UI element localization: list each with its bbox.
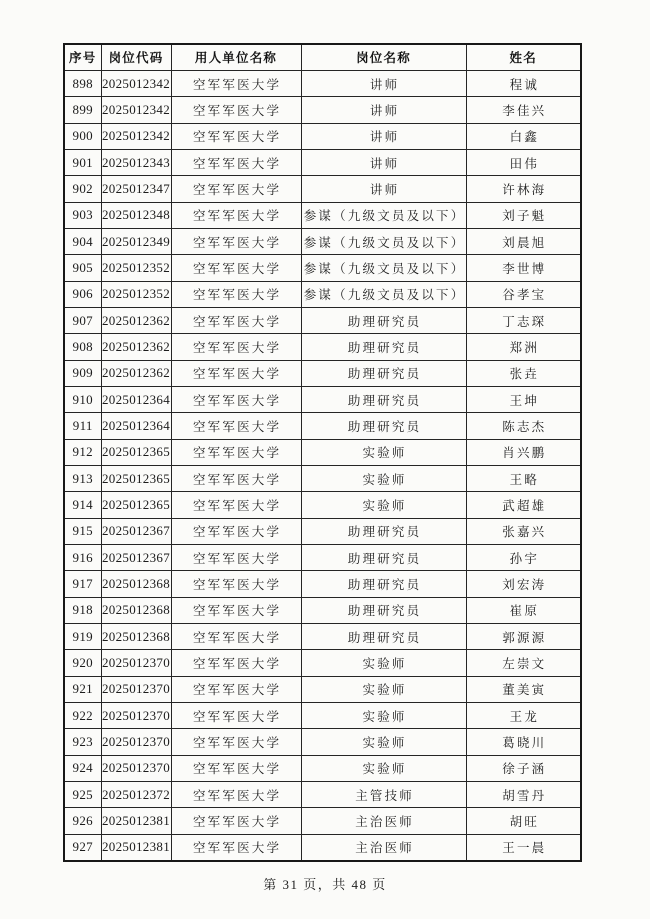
table-row	[64, 597, 581, 623]
cell-code: 2025012365	[101, 466, 171, 492]
page-indicator: 第 31 页，共 48 页	[263, 877, 387, 892]
cell-code: 2025012365	[101, 492, 171, 518]
cell-code: 2025012362	[101, 334, 171, 360]
cell-code: 2025012364	[101, 386, 171, 412]
cell-position: 参谋（九级文员及以下）	[301, 202, 466, 228]
cell-seq: 898	[64, 70, 101, 96]
cell-position: 讲师	[301, 123, 466, 149]
cell-name: 肖兴鹏	[466, 439, 581, 465]
table-row	[64, 123, 581, 149]
table-body	[64, 70, 581, 860]
cell-seq: 922	[64, 703, 101, 729]
cell-employer: 空军军医大学	[171, 386, 301, 412]
cell-code: 2025012343	[101, 149, 171, 175]
cell-name: 陈志杰	[466, 413, 581, 439]
cell-code: 2025012370	[101, 676, 171, 702]
cell-employer: 空军军医大学	[171, 676, 301, 702]
cell-position: 助理研究员	[301, 334, 466, 360]
table-row	[64, 571, 581, 597]
table-row	[64, 334, 581, 360]
table-row	[64, 492, 581, 518]
table-row	[64, 703, 581, 729]
cell-name: 谷孝宝	[466, 281, 581, 307]
cell-position: 实验师	[301, 676, 466, 702]
cell-code: 2025012370	[101, 729, 171, 755]
header-seq: 序号	[64, 44, 101, 70]
cell-employer: 空军军医大学	[171, 808, 301, 834]
cell-name: 田伟	[466, 149, 581, 175]
cell-seq: 901	[64, 149, 101, 175]
cell-employer: 空军军医大学	[171, 703, 301, 729]
cell-seq: 921	[64, 676, 101, 702]
cell-code: 2025012352	[101, 255, 171, 281]
cell-seq: 924	[64, 755, 101, 781]
cell-name: 左崇文	[466, 650, 581, 676]
cell-seq: 919	[64, 624, 101, 650]
table-row	[64, 228, 581, 254]
table-header-row	[64, 44, 581, 70]
cell-position: 参谋（九级文员及以下）	[301, 281, 466, 307]
cell-code: 2025012368	[101, 571, 171, 597]
cell-name: 刘子魁	[466, 202, 581, 228]
cell-code: 2025012368	[101, 624, 171, 650]
cell-code: 2025012367	[101, 545, 171, 571]
cell-employer: 空军军医大学	[171, 360, 301, 386]
cell-name: 张嘉兴	[466, 518, 581, 544]
cell-position: 主管技师	[301, 782, 466, 808]
header-position: 岗位名称	[301, 44, 466, 70]
cell-name: 徐子涵	[466, 755, 581, 781]
cell-code: 2025012342	[101, 123, 171, 149]
cell-name: 王龙	[466, 703, 581, 729]
positions-table	[63, 43, 582, 862]
table-row	[64, 729, 581, 755]
cell-position: 讲师	[301, 70, 466, 96]
cell-code: 2025012362	[101, 307, 171, 333]
cell-employer: 空军军医大学	[171, 176, 301, 202]
table-row	[64, 808, 581, 834]
table-row	[64, 255, 581, 281]
cell-position: 讲师	[301, 97, 466, 123]
cell-seq: 908	[64, 334, 101, 360]
cell-seq: 927	[64, 834, 101, 860]
cell-code: 2025012364	[101, 413, 171, 439]
cell-employer: 空军军医大学	[171, 149, 301, 175]
cell-name: 程诚	[466, 70, 581, 96]
table-row	[64, 281, 581, 307]
table-row	[64, 97, 581, 123]
table-row	[64, 413, 581, 439]
cell-name: 许林海	[466, 176, 581, 202]
cell-position: 主治医师	[301, 808, 466, 834]
cell-employer: 空军军医大学	[171, 729, 301, 755]
cell-code: 2025012348	[101, 202, 171, 228]
cell-employer: 空军军医大学	[171, 255, 301, 281]
cell-employer: 空军军医大学	[171, 782, 301, 808]
cell-code: 2025012370	[101, 650, 171, 676]
cell-name: 董美寅	[466, 676, 581, 702]
cell-employer: 空军军医大学	[171, 413, 301, 439]
cell-name: 胡雪丹	[466, 782, 581, 808]
cell-employer: 空军军医大学	[171, 571, 301, 597]
cell-code: 2025012381	[101, 834, 171, 860]
cell-seq: 903	[64, 202, 101, 228]
cell-employer: 空军军医大学	[171, 123, 301, 149]
cell-name: 王坤	[466, 386, 581, 412]
table-row	[64, 176, 581, 202]
cell-position: 实验师	[301, 755, 466, 781]
cell-seq: 906	[64, 281, 101, 307]
cell-name: 郑洲	[466, 334, 581, 360]
table-row	[64, 149, 581, 175]
cell-position: 助理研究员	[301, 571, 466, 597]
table-row	[64, 439, 581, 465]
cell-seq: 911	[64, 413, 101, 439]
cell-position: 参谋（九级文员及以下）	[301, 228, 466, 254]
cell-position: 讲师	[301, 176, 466, 202]
table-row	[64, 834, 581, 860]
cell-employer: 空军军医大学	[171, 492, 301, 518]
cell-employer: 空军军医大学	[171, 466, 301, 492]
cell-name: 王略	[466, 466, 581, 492]
cell-employer: 空军军医大学	[171, 97, 301, 123]
cell-name: 孙宇	[466, 545, 581, 571]
cell-seq: 926	[64, 808, 101, 834]
table-row	[64, 782, 581, 808]
cell-name: 丁志琛	[466, 307, 581, 333]
cell-seq: 909	[64, 360, 101, 386]
cell-seq: 899	[64, 97, 101, 123]
table-row	[64, 386, 581, 412]
cell-employer: 空军军医大学	[171, 624, 301, 650]
cell-position: 助理研究员	[301, 386, 466, 412]
cell-name: 胡旺	[466, 808, 581, 834]
cell-name: 李世博	[466, 255, 581, 281]
cell-employer: 空军军医大学	[171, 545, 301, 571]
cell-position: 助理研究员	[301, 307, 466, 333]
cell-name: 崔原	[466, 597, 581, 623]
table-row	[64, 360, 581, 386]
cell-seq: 925	[64, 782, 101, 808]
cell-seq: 914	[64, 492, 101, 518]
cell-position: 实验师	[301, 650, 466, 676]
cell-seq: 918	[64, 597, 101, 623]
cell-code: 2025012362	[101, 360, 171, 386]
cell-position: 助理研究员	[301, 624, 466, 650]
cell-employer: 空军军医大学	[171, 518, 301, 544]
cell-name: 张垚	[466, 360, 581, 386]
cell-position: 助理研究员	[301, 597, 466, 623]
cell-seq: 910	[64, 386, 101, 412]
cell-seq: 917	[64, 571, 101, 597]
header-employer: 用人单位名称	[171, 44, 301, 70]
cell-seq: 916	[64, 545, 101, 571]
table-row	[64, 307, 581, 333]
table-row	[64, 755, 581, 781]
table-row	[64, 624, 581, 650]
cell-code: 2025012368	[101, 597, 171, 623]
cell-seq: 913	[64, 466, 101, 492]
cell-position: 参谋（九级文员及以下）	[301, 255, 466, 281]
cell-code: 2025012342	[101, 70, 171, 96]
cell-seq: 902	[64, 176, 101, 202]
cell-code: 2025012370	[101, 755, 171, 781]
header-code: 岗位代码	[101, 44, 171, 70]
cell-position: 实验师	[301, 729, 466, 755]
cell-employer: 空军军医大学	[171, 202, 301, 228]
cell-employer: 空军军医大学	[171, 755, 301, 781]
cell-seq: 907	[64, 307, 101, 333]
cell-name: 武超雄	[466, 492, 581, 518]
table-row	[64, 676, 581, 702]
table-row	[64, 466, 581, 492]
cell-name: 刘晨旭	[466, 228, 581, 254]
cell-employer: 空军军医大学	[171, 834, 301, 860]
cell-position: 实验师	[301, 439, 466, 465]
cell-name: 李佳兴	[466, 97, 581, 123]
cell-name: 白鑫	[466, 123, 581, 149]
cell-name: 刘宏涛	[466, 571, 581, 597]
cell-code: 2025012342	[101, 97, 171, 123]
cell-seq: 920	[64, 650, 101, 676]
cell-code: 2025012381	[101, 808, 171, 834]
cell-employer: 空军军医大学	[171, 281, 301, 307]
cell-code: 2025012352	[101, 281, 171, 307]
cell-position: 实验师	[301, 492, 466, 518]
cell-code: 2025012365	[101, 439, 171, 465]
cell-seq: 912	[64, 439, 101, 465]
table-row	[64, 70, 581, 96]
table-row	[64, 202, 581, 228]
cell-position: 实验师	[301, 703, 466, 729]
table-row	[64, 518, 581, 544]
cell-name: 葛晓川	[466, 729, 581, 755]
cell-seq: 904	[64, 228, 101, 254]
cell-employer: 空军军医大学	[171, 307, 301, 333]
cell-name: 王一晨	[466, 834, 581, 860]
cell-code: 2025012349	[101, 228, 171, 254]
cell-employer: 空军军医大学	[171, 70, 301, 96]
cell-employer: 空军军医大学	[171, 650, 301, 676]
cell-position: 讲师	[301, 149, 466, 175]
cell-position: 助理研究员	[301, 413, 466, 439]
cell-employer: 空军军医大学	[171, 597, 301, 623]
cell-position: 助理研究员	[301, 518, 466, 544]
cell-name: 郭源源	[466, 624, 581, 650]
cell-code: 2025012370	[101, 703, 171, 729]
cell-code: 2025012347	[101, 176, 171, 202]
cell-seq: 915	[64, 518, 101, 544]
cell-seq: 900	[64, 123, 101, 149]
cell-employer: 空军军医大学	[171, 228, 301, 254]
cell-employer: 空军军医大学	[171, 334, 301, 360]
cell-employer: 空军军医大学	[171, 439, 301, 465]
cell-position: 实验师	[301, 466, 466, 492]
cell-code: 2025012372	[101, 782, 171, 808]
table-row	[64, 650, 581, 676]
cell-seq: 923	[64, 729, 101, 755]
table-row	[64, 545, 581, 571]
cell-seq: 905	[64, 255, 101, 281]
cell-position: 助理研究员	[301, 545, 466, 571]
header-name: 姓名	[466, 44, 581, 70]
cell-position: 主治医师	[301, 834, 466, 860]
cell-position: 助理研究员	[301, 360, 466, 386]
cell-code: 2025012367	[101, 518, 171, 544]
